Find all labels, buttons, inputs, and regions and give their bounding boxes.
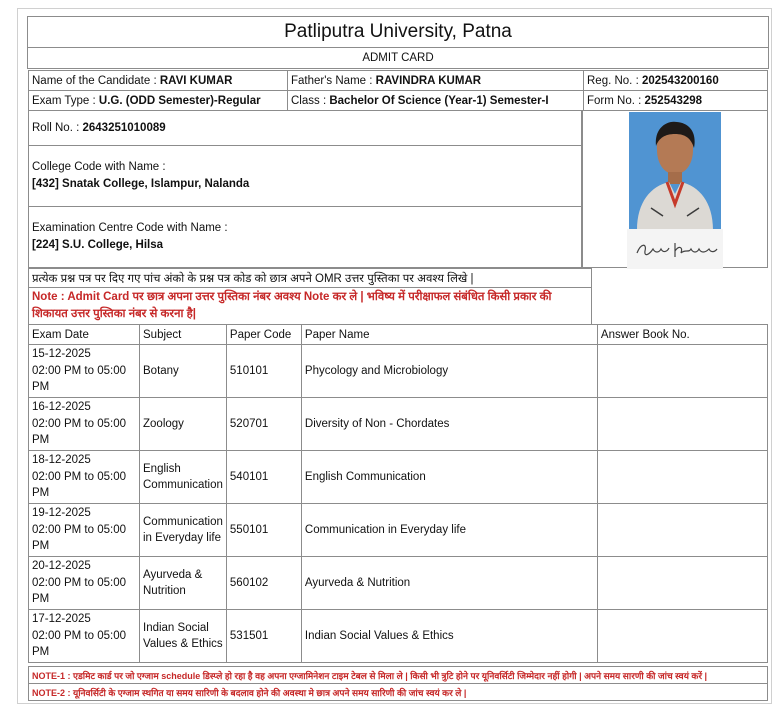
reg-no: 202543200160: [641, 74, 719, 87]
notes-table: [28, 666, 768, 701]
subject-cell: Communication in Everyday life: [140, 504, 227, 557]
answer-book-cell: [597, 345, 767, 398]
exam-time: 02:00 PM to 05:00 PM: [32, 364, 126, 394]
table-row: [29, 398, 768, 451]
university-title: Patliputra University, Patna: [28, 17, 769, 48]
class-value: Bachelor Of Science (Year-1) Semester-I: [329, 94, 549, 107]
subject-cell: Botany: [140, 345, 227, 398]
roll-no-label: Roll No. :: [32, 122, 83, 134]
exam-date-cell: [29, 557, 140, 610]
admit-card-note: Note : Admit Card पर छात्र अपना उत्तर पुस्तिका नंबर अवश्य Note कर ले | भविष्य में परीक्षाफल संबंधित किसी प्रकार की शिकायत उत्तर पुस्तिका नंबर से करना है|: [29, 288, 592, 325]
omr-instruction: प्रत्येक प्रश्न पत्र पर दिए गए पांच अंको के प्रश्न पत्र कोड को छात्र अपने OMR उत्तर पुस्तिका पर अवश्य लिखे |: [29, 269, 592, 288]
note-2: NOTE-2 : यूनिवर्सिटी के एग्जाम स्थगित या समय सारिणी के बदलाव होने की अवस्था मे छात्र अपने समय सारिणी की जांच स्वयं कर ले |: [29, 684, 768, 701]
paper-name-cell: English Communication: [301, 451, 597, 504]
paper-code-cell: 510101: [226, 345, 301, 398]
exam-date: 15-12-2025: [32, 348, 91, 361]
header-paper-name: Paper Name: [301, 325, 597, 345]
candidate-info-table: [28, 70, 768, 111]
exam-time: 02:00 PM to 05:00 PM: [32, 576, 126, 606]
table-row: [29, 451, 768, 504]
paper-name-cell: Diversity of Non - Chordates: [301, 398, 597, 451]
father-name-cell: [288, 71, 584, 91]
schedule-header-row: [29, 325, 768, 345]
exam-date: 18-12-2025: [32, 454, 91, 467]
table-row: [29, 504, 768, 557]
exam-date: 19-12-2025: [32, 507, 91, 520]
header-exam-date: Exam Date: [29, 325, 140, 345]
exam-type: U.G. (ODD Semester)-Regular: [98, 94, 261, 107]
exam-date: 16-12-2025: [32, 401, 91, 414]
exam-date: 20-12-2025: [32, 560, 91, 573]
subject-cell: Ayurveda & Nutrition: [140, 557, 227, 610]
instructions-table: [28, 268, 592, 325]
header-table: [27, 16, 769, 69]
paper-code-cell: 540101: [226, 451, 301, 504]
paper-name-cell: Communication in Everyday life: [301, 504, 597, 557]
form-no-label: Form No. :: [587, 94, 645, 107]
paper-code-cell: 550101: [226, 504, 301, 557]
college-label: College Code with Name :: [32, 161, 166, 173]
document-title: ADMIT CARD: [28, 48, 769, 69]
paper-name-cell: Ayurveda & Nutrition: [301, 557, 597, 610]
candidate-name-label: Name of the Candidate :: [32, 74, 160, 87]
exam-time: 02:00 PM to 05:00 PM: [32, 629, 126, 659]
subject-cell: Zoology: [140, 398, 227, 451]
father-name-label: Father's Name :: [291, 74, 376, 87]
answer-book-cell: [597, 610, 767, 663]
class-cell: [288, 91, 584, 111]
exam-time: 02:00 PM to 05:00 PM: [32, 470, 126, 500]
roll-college-table: [28, 110, 582, 268]
paper-code-cell: 531501: [226, 610, 301, 663]
answer-book-cell: [597, 557, 767, 610]
header-subject: Subject: [140, 325, 227, 345]
answer-book-cell: [597, 398, 767, 451]
reg-no-label: Reg. No. :: [587, 74, 642, 87]
exam-date-cell: [29, 504, 140, 557]
table-row: [29, 557, 768, 610]
table-row: [29, 610, 768, 663]
answer-book-cell: [597, 451, 767, 504]
exam-type-cell: [29, 91, 288, 111]
paper-name-cell: Indian Social Values & Ethics: [301, 610, 597, 663]
candidate-name-cell: [29, 71, 288, 91]
exam-date-cell: [29, 345, 140, 398]
father-name: RAVINDRA KUMAR: [375, 74, 482, 87]
exam-date: 17-12-2025: [32, 613, 91, 626]
roll-no-cell: [29, 111, 582, 146]
candidate-photo: [629, 112, 721, 230]
college-cell: [29, 146, 582, 207]
form-no: 252543298: [644, 94, 703, 107]
centre-cell: [29, 207, 582, 268]
exam-date-cell: [29, 610, 140, 663]
table-row: [29, 345, 768, 398]
exam-type-label: Exam Type :: [32, 94, 99, 107]
candidate-signature: [627, 229, 723, 269]
exam-time: 02:00 PM to 05:00 PM: [32, 417, 126, 447]
centre-label: Examination Centre Code with Name :: [32, 222, 228, 234]
note-1: NOTE-1 : एडमिट कार्ड पर जो एग्जाम schedule डिस्प्ले हो रहा है वह अपना एग्जामिनेशन टाइम टेबल से मिला ले | किसी भी त्रुटि होने पर यूनिवर्सिटी जिम्मेदार नहीं होगी | अपने समय सारणी की जांच स्वयं करें |: [29, 667, 768, 684]
subject-cell: English Communication: [140, 451, 227, 504]
reg-no-cell: [584, 71, 768, 91]
paper-name-cell: Phycology and Microbiology: [301, 345, 597, 398]
answer-book-cell: [597, 504, 767, 557]
photo-cell: [582, 110, 768, 268]
exam-time: 02:00 PM to 05:00 PM: [32, 523, 126, 553]
header-paper-code: Paper Code: [226, 325, 301, 345]
schedule-body: [29, 345, 768, 663]
college-name: [432] Snatak College, Islampur, Nalanda: [32, 178, 250, 190]
candidate-name: RAVI KUMAR: [159, 74, 233, 87]
exam-schedule-table: [28, 324, 768, 663]
form-no-cell: [584, 91, 768, 111]
exam-date-cell: [29, 451, 140, 504]
centre-name: [224] S.U. College, Hilsa: [32, 239, 164, 251]
class-label: Class :: [291, 94, 330, 107]
exam-date-cell: [29, 398, 140, 451]
subject-cell: Indian Social Values & Ethics: [140, 610, 227, 663]
paper-code-cell: 520701: [226, 398, 301, 451]
paper-code-cell: 560102: [226, 557, 301, 610]
header-answer-book: Answer Book No.: [597, 325, 767, 345]
roll-no: 2643251010089: [82, 122, 166, 134]
